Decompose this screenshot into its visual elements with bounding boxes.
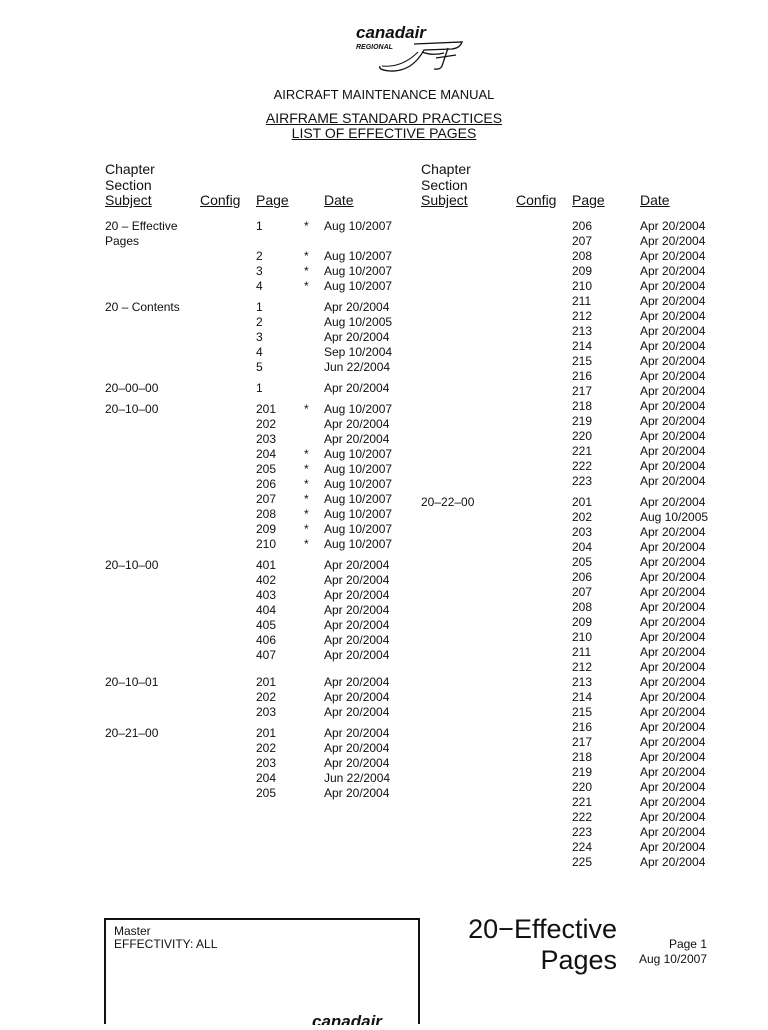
logo-brand: canadair: [356, 23, 426, 42]
right-row-date: Apr 20/2004: [640, 369, 706, 383]
right-row-date: Apr 20/2004: [640, 600, 706, 614]
left-row-page: 202: [256, 690, 277, 704]
left-row-changed-marker: *: [304, 402, 309, 416]
left-row-page: 201: [256, 402, 277, 416]
left-row-page: 201: [256, 726, 277, 740]
left-row-page: 3: [256, 330, 263, 344]
right-row-date: Apr 20/2004: [640, 855, 706, 869]
left-row-subject: 20 – Effective: [105, 219, 178, 233]
right-row-page: 210: [572, 630, 593, 644]
right-row-date: Apr 20/2004: [640, 324, 706, 338]
left-row-date: Apr 20/2004: [324, 675, 390, 689]
right-row-page: 223: [572, 825, 593, 839]
left-row-subject: 20–10–01: [105, 675, 159, 689]
right-row-date: Aug 10/2005: [640, 510, 709, 524]
left-row-page: 204: [256, 771, 277, 785]
right-row-page: 216: [572, 369, 593, 383]
right-row-page: 206: [572, 219, 593, 233]
left-row-page: 403: [256, 588, 277, 602]
left-row-subject: 20–10–00: [105, 402, 159, 416]
left-row-subject: 20–10–00: [105, 558, 159, 572]
right-row-date: Apr 20/2004: [640, 675, 706, 689]
right-row-page: 203: [572, 525, 593, 539]
right-row-date: Apr 20/2004: [640, 825, 706, 839]
right-row-date: Apr 20/2004: [640, 399, 706, 413]
right-row-page: 211: [572, 645, 592, 659]
right-row-page: 219: [572, 765, 593, 779]
left-row-date: Apr 20/2004: [324, 741, 390, 755]
right-row-date: Apr 20/2004: [640, 279, 706, 293]
left-row-date: Apr 20/2004: [324, 417, 390, 431]
right-row-page: 212: [572, 660, 593, 674]
left-row-date: Apr 20/2004: [324, 588, 390, 602]
left-row-date: Aug 10/2007: [324, 402, 393, 416]
right-row-date: Apr 20/2004: [640, 795, 706, 809]
right-row-date: Apr 20/2004: [640, 750, 706, 764]
left-row-date: Aug 10/2005: [324, 315, 393, 329]
right-row-page: 225: [572, 855, 593, 869]
right-row-page: 208: [572, 600, 593, 614]
left-row-page: 401: [256, 558, 277, 572]
left-row-page: 404: [256, 603, 277, 617]
right-row-page: 207: [572, 585, 593, 599]
right-row-date: Apr 20/2004: [640, 645, 706, 659]
right-header-chapter: Chapter: [421, 161, 471, 177]
left-row-page: 205: [256, 786, 277, 800]
left-row-subject: Pages: [105, 234, 140, 248]
right-row-page: 213: [572, 675, 593, 689]
left-header-section: Section: [105, 177, 152, 193]
left-row-date: Aug 10/2007: [324, 279, 393, 293]
right-row-date: Apr 20/2004: [640, 495, 706, 509]
left-row-date: Apr 20/2004: [324, 300, 390, 314]
right-row-date: Apr 20/2004: [640, 414, 706, 428]
right-row-page: 218: [572, 750, 593, 764]
left-row-date: Aug 10/2007: [324, 537, 393, 551]
left-row-date: Apr 20/2004: [324, 786, 390, 800]
left-row-changed-marker: *: [304, 462, 309, 476]
right-row-date: Apr 20/2004: [640, 339, 706, 353]
left-row-page: 1: [256, 300, 263, 314]
left-row-date: Apr 20/2004: [324, 690, 390, 704]
left-row-page: 203: [256, 432, 277, 446]
left-row-page: 402: [256, 573, 277, 587]
logo-sub: REGIONAL: [356, 44, 393, 51]
right-row-page: 212: [572, 309, 593, 323]
left-header-config: Config: [200, 192, 241, 208]
right-row-page: 221: [572, 795, 593, 809]
left-row-changed-marker: *: [304, 477, 309, 491]
left-row-date: Aug 10/2007: [324, 462, 393, 476]
page-number-block: [639, 937, 707, 967]
left-row-page: 3: [256, 264, 263, 278]
right-row-date: Apr 20/2004: [640, 690, 706, 704]
chapter-title-line2: Pages: [540, 945, 617, 975]
right-row-date: Apr 20/2004: [640, 354, 706, 368]
right-row-date: Apr 20/2004: [640, 615, 706, 629]
right-row-page: 201: [572, 495, 593, 509]
left-row-page: 208: [256, 507, 277, 521]
left-row-changed-marker: *: [304, 507, 309, 521]
left-row-changed-marker: *: [304, 279, 309, 293]
right-header-subject: Subject: [421, 192, 468, 208]
right-row-date: Apr 20/2004: [640, 459, 706, 473]
right-row-page: 220: [572, 780, 593, 794]
left-row-changed-marker: *: [304, 249, 309, 263]
right-header-page: Page: [572, 192, 605, 208]
left-row-page: 202: [256, 417, 277, 431]
right-row-date: Apr 20/2004: [640, 309, 706, 323]
page-date: Aug 10/2007: [638, 952, 707, 966]
right-row-page: 202: [572, 510, 593, 524]
left-row-date: Apr 20/2004: [324, 432, 390, 446]
right-row-date: Apr 20/2004: [640, 219, 706, 233]
effectivity-label: EFFECTIVITY: ALL: [114, 937, 218, 951]
left-row-page: 407: [256, 648, 277, 662]
right-row-page: 206: [572, 570, 593, 584]
right-row-date: Apr 20/2004: [640, 660, 706, 674]
right-row-subject: 20–22–00: [421, 495, 475, 509]
right-header-date: Date: [640, 192, 670, 208]
left-row-date: Jun 22/2004: [324, 771, 391, 785]
left-row-date: Apr 20/2004: [324, 756, 390, 770]
left-row-changed-marker: *: [304, 219, 309, 233]
right-row-page: 211: [572, 294, 592, 308]
left-row-page: 2: [256, 249, 263, 263]
left-row-date: Aug 10/2007: [324, 249, 393, 263]
left-header-chapter: Chapter: [105, 161, 155, 177]
manual-title: AIRCRAFT MAINTENANCE MANUAL: [273, 87, 495, 102]
right-row-page: 205: [572, 555, 593, 569]
left-header-subject: Subject: [105, 192, 152, 208]
left-row-date: Aug 10/2007: [324, 447, 393, 461]
right-row-date: Apr 20/2004: [640, 540, 706, 554]
left-row-date: Apr 20/2004: [324, 633, 390, 647]
left-row-page: 1: [256, 381, 263, 395]
right-row-date: Apr 20/2004: [640, 630, 706, 644]
right-row-date: Apr 20/2004: [640, 810, 706, 824]
right-row-page: 222: [572, 810, 593, 824]
right-row-page: 208: [572, 249, 593, 263]
doc-title-2: LIST OF EFFECTIVE PAGES: [291, 125, 477, 141]
left-row-changed-marker: *: [304, 522, 309, 536]
right-row-date: Apr 20/2004: [640, 720, 706, 734]
left-row-page: 2: [256, 315, 263, 329]
right-header-section: Section: [421, 177, 468, 193]
right-row-page: 222: [572, 459, 593, 473]
page-number: Page 1: [668, 937, 707, 951]
left-row-date: Apr 20/2004: [324, 648, 390, 662]
chapter-title: [468, 914, 617, 976]
left-header-page: Page: [256, 192, 289, 208]
left-row-page: 203: [256, 705, 277, 719]
canadair-regional-jet-logo: [352, 22, 470, 74]
right-row-date: Apr 20/2004: [640, 264, 706, 278]
left-header-date: Date: [324, 192, 354, 208]
left-row-page: 204: [256, 447, 277, 461]
left-row-subject: 20–00–00: [105, 381, 159, 395]
right-row-date: Apr 20/2004: [640, 444, 706, 458]
right-row-page: 209: [572, 264, 593, 278]
left-row-page: 5: [256, 360, 263, 374]
right-row-page: 214: [572, 339, 593, 353]
left-row-date: Aug 10/2007: [324, 522, 393, 536]
left-row-changed-marker: *: [304, 492, 309, 506]
right-row-date: Apr 20/2004: [640, 585, 706, 599]
left-row-page: 205: [256, 462, 277, 476]
right-header-config: Config: [516, 192, 557, 208]
bottom-logo: [312, 1012, 422, 1024]
right-row-page: 223: [572, 474, 593, 488]
chapter-title-line1: 20−Effective: [468, 914, 617, 944]
left-row-page: 210: [256, 537, 277, 551]
left-row-date: Apr 20/2004: [324, 573, 390, 587]
left-row-date: Apr 20/2004: [324, 618, 390, 632]
left-row-changed-marker: *: [304, 264, 309, 278]
right-row-page: 217: [572, 384, 593, 398]
right-row-date: Apr 20/2004: [640, 384, 706, 398]
left-row-date: Sep 10/2004: [324, 345, 393, 359]
right-row-date: Apr 20/2004: [640, 735, 706, 749]
right-row-page: 213: [572, 324, 593, 338]
effectivity-box: [104, 918, 420, 1024]
left-row-date: Apr 20/2004: [324, 705, 390, 719]
right-row-date: Apr 20/2004: [640, 429, 706, 443]
right-row-page: 204: [572, 540, 593, 554]
right-row-date: Apr 20/2004: [640, 555, 706, 569]
left-row-page: 209: [256, 522, 277, 536]
left-row-date: Aug 10/2007: [324, 264, 393, 278]
right-row-date: Apr 20/2004: [640, 705, 706, 719]
right-row-page: 219: [572, 414, 593, 428]
left-row-page: 202: [256, 741, 277, 755]
left-row-date: Apr 20/2004: [324, 603, 390, 617]
right-row-page: 207: [572, 234, 593, 248]
left-row-page: 203: [256, 756, 277, 770]
right-row-date: Apr 20/2004: [640, 234, 706, 248]
left-row-date: Apr 20/2004: [324, 381, 390, 395]
right-row-date: Apr 20/2004: [640, 474, 706, 488]
doc-title-1: AIRFRAME STANDARD PRACTICES: [265, 110, 503, 126]
right-row-date: Apr 20/2004: [640, 765, 706, 779]
right-row-page: 210: [572, 279, 593, 293]
right-row-page: 217: [572, 735, 593, 749]
right-row-page: 214: [572, 690, 593, 704]
bottom-logo-text: canadair: [312, 1013, 382, 1025]
left-row-page: 4: [256, 345, 263, 359]
left-row-page: 405: [256, 618, 277, 632]
right-row-page: 215: [572, 354, 593, 368]
left-row-changed-marker: *: [304, 537, 309, 551]
left-row-changed-marker: *: [304, 447, 309, 461]
right-row-date: Apr 20/2004: [640, 249, 706, 263]
right-row-page: 224: [572, 840, 593, 854]
left-row-page: 1: [256, 219, 263, 233]
left-row-date: Jun 22/2004: [324, 360, 391, 374]
left-row-page: 4: [256, 279, 263, 293]
left-row-date: Apr 20/2004: [324, 330, 390, 344]
right-row-page: 209: [572, 615, 593, 629]
right-row-date: Apr 20/2004: [640, 570, 706, 584]
left-row-date: Apr 20/2004: [324, 726, 390, 740]
left-row-page: 206: [256, 477, 277, 491]
master-label: Master: [114, 924, 151, 938]
left-row-date: Aug 10/2007: [324, 219, 393, 233]
left-row-subject: 20 – Contents: [105, 300, 180, 314]
left-row-date: Aug 10/2007: [324, 507, 393, 521]
left-row-date: Apr 20/2004: [324, 558, 390, 572]
right-row-page: 215: [572, 705, 593, 719]
left-row-date: Aug 10/2007: [324, 492, 393, 506]
left-row-date: Aug 10/2007: [324, 477, 393, 491]
right-row-page: 220: [572, 429, 593, 443]
right-row-page: 216: [572, 720, 593, 734]
right-row-date: Apr 20/2004: [640, 780, 706, 794]
left-row-page: 207: [256, 492, 277, 506]
left-row-page: 406: [256, 633, 277, 647]
left-row-page: 201: [256, 675, 277, 689]
left-row-subject: 20–21–00: [105, 726, 159, 740]
right-row-date: Apr 20/2004: [640, 525, 706, 539]
right-row-date: Apr 20/2004: [640, 294, 706, 308]
right-row-page: 218: [572, 399, 593, 413]
right-row-page: 221: [572, 444, 593, 458]
right-row-date: Apr 20/2004: [640, 840, 706, 854]
